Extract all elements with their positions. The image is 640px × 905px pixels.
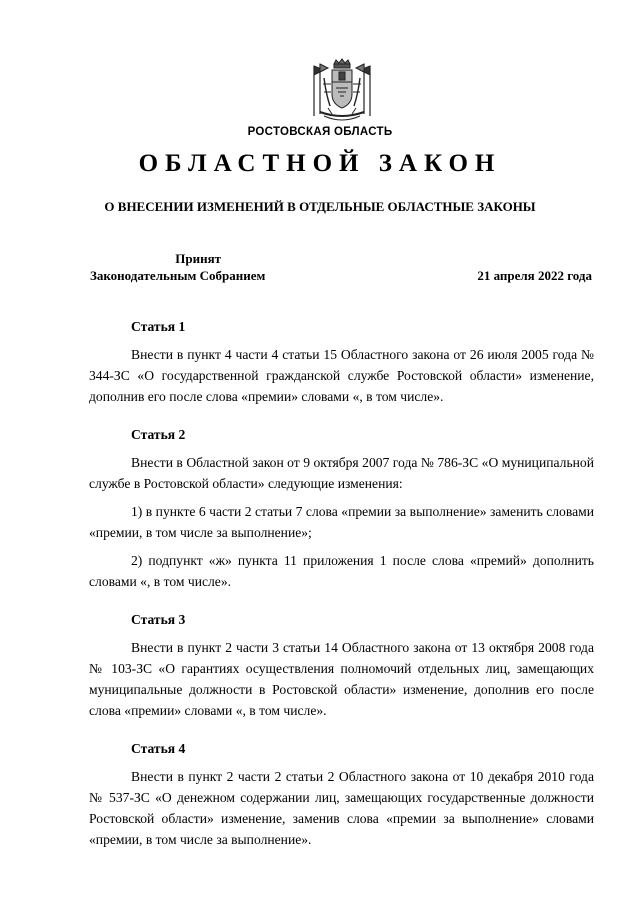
rostov-oblast-coat-of-arms-icon [306,58,378,124]
region-name: РОСТОВСКАЯ ОБЛАСТЬ [247,126,393,138]
adoption-block [90,250,320,284]
article-heading: Статья 2 [131,427,186,442]
article-paragraph: 1) в пункте 6 части 2 статьи 7 слова «премии за выполнение» заменить словами «премии, в том числе за выполнение»; [89,504,594,540]
article-heading: Статья 3 [131,612,186,627]
adoption-date: 21 апреля 2022 года [477,268,592,283]
adopted-label: Принят [175,251,221,266]
law-body [89,316,594,857]
article-paragraph: Внести в пункт 2 части 3 статьи 14 Областного закона от 13 октября 2008 года № 103-ЗС «О гарантиях осуществления полномочий отдельных лиц, замещающих муниципальные должности в Ростовской области» изменение, дополнив его после слова «премии» словами «, в том числе». [89,640,594,718]
article-paragraph: Внести в пункт 2 части 2 статьи 2 Областного закона от 10 декабря 2010 года № 537-ЗС «О денежном содержании лиц, замещающих государственные должности Ростовской области» изменение, заменив слова «премии за выполнение» словами «премии, в том числе за выполнение». [89,769,594,847]
article-paragraph: Внести в Областной закон от 9 октября 2007 года № 786-ЗС «О муниципальной службе в Ростовской области» следующие изменения: [89,455,594,491]
article-heading: Статья 4 [131,741,186,756]
article-paragraph: 2) подпункт «ж» пункта 11 приложения 1 после слова «премий» дополнить словами «, в том числе». [89,553,594,589]
article-heading: Статья 1 [131,319,186,334]
adopting-body: Законодательным Собранием [90,268,266,283]
law-subject: О ВНЕСЕНИИ ИЗМЕНЕНИЙ В ОТДЕЛЬНЫЕ ОБЛАСТНЫЕ ЗАКОНЫ [104,199,536,214]
document-type-title: ОБЛАСТНОЙ ЗАКОН [138,150,502,177]
article-paragraph: Внести в пункт 4 части 4 статьи 15 Областного закона от 26 июля 2005 года № 344-ЗС «О государственной гражданской службе Ростовской области» изменение, дополнив его после слова «премии» словами «, в том числе». [89,347,594,404]
